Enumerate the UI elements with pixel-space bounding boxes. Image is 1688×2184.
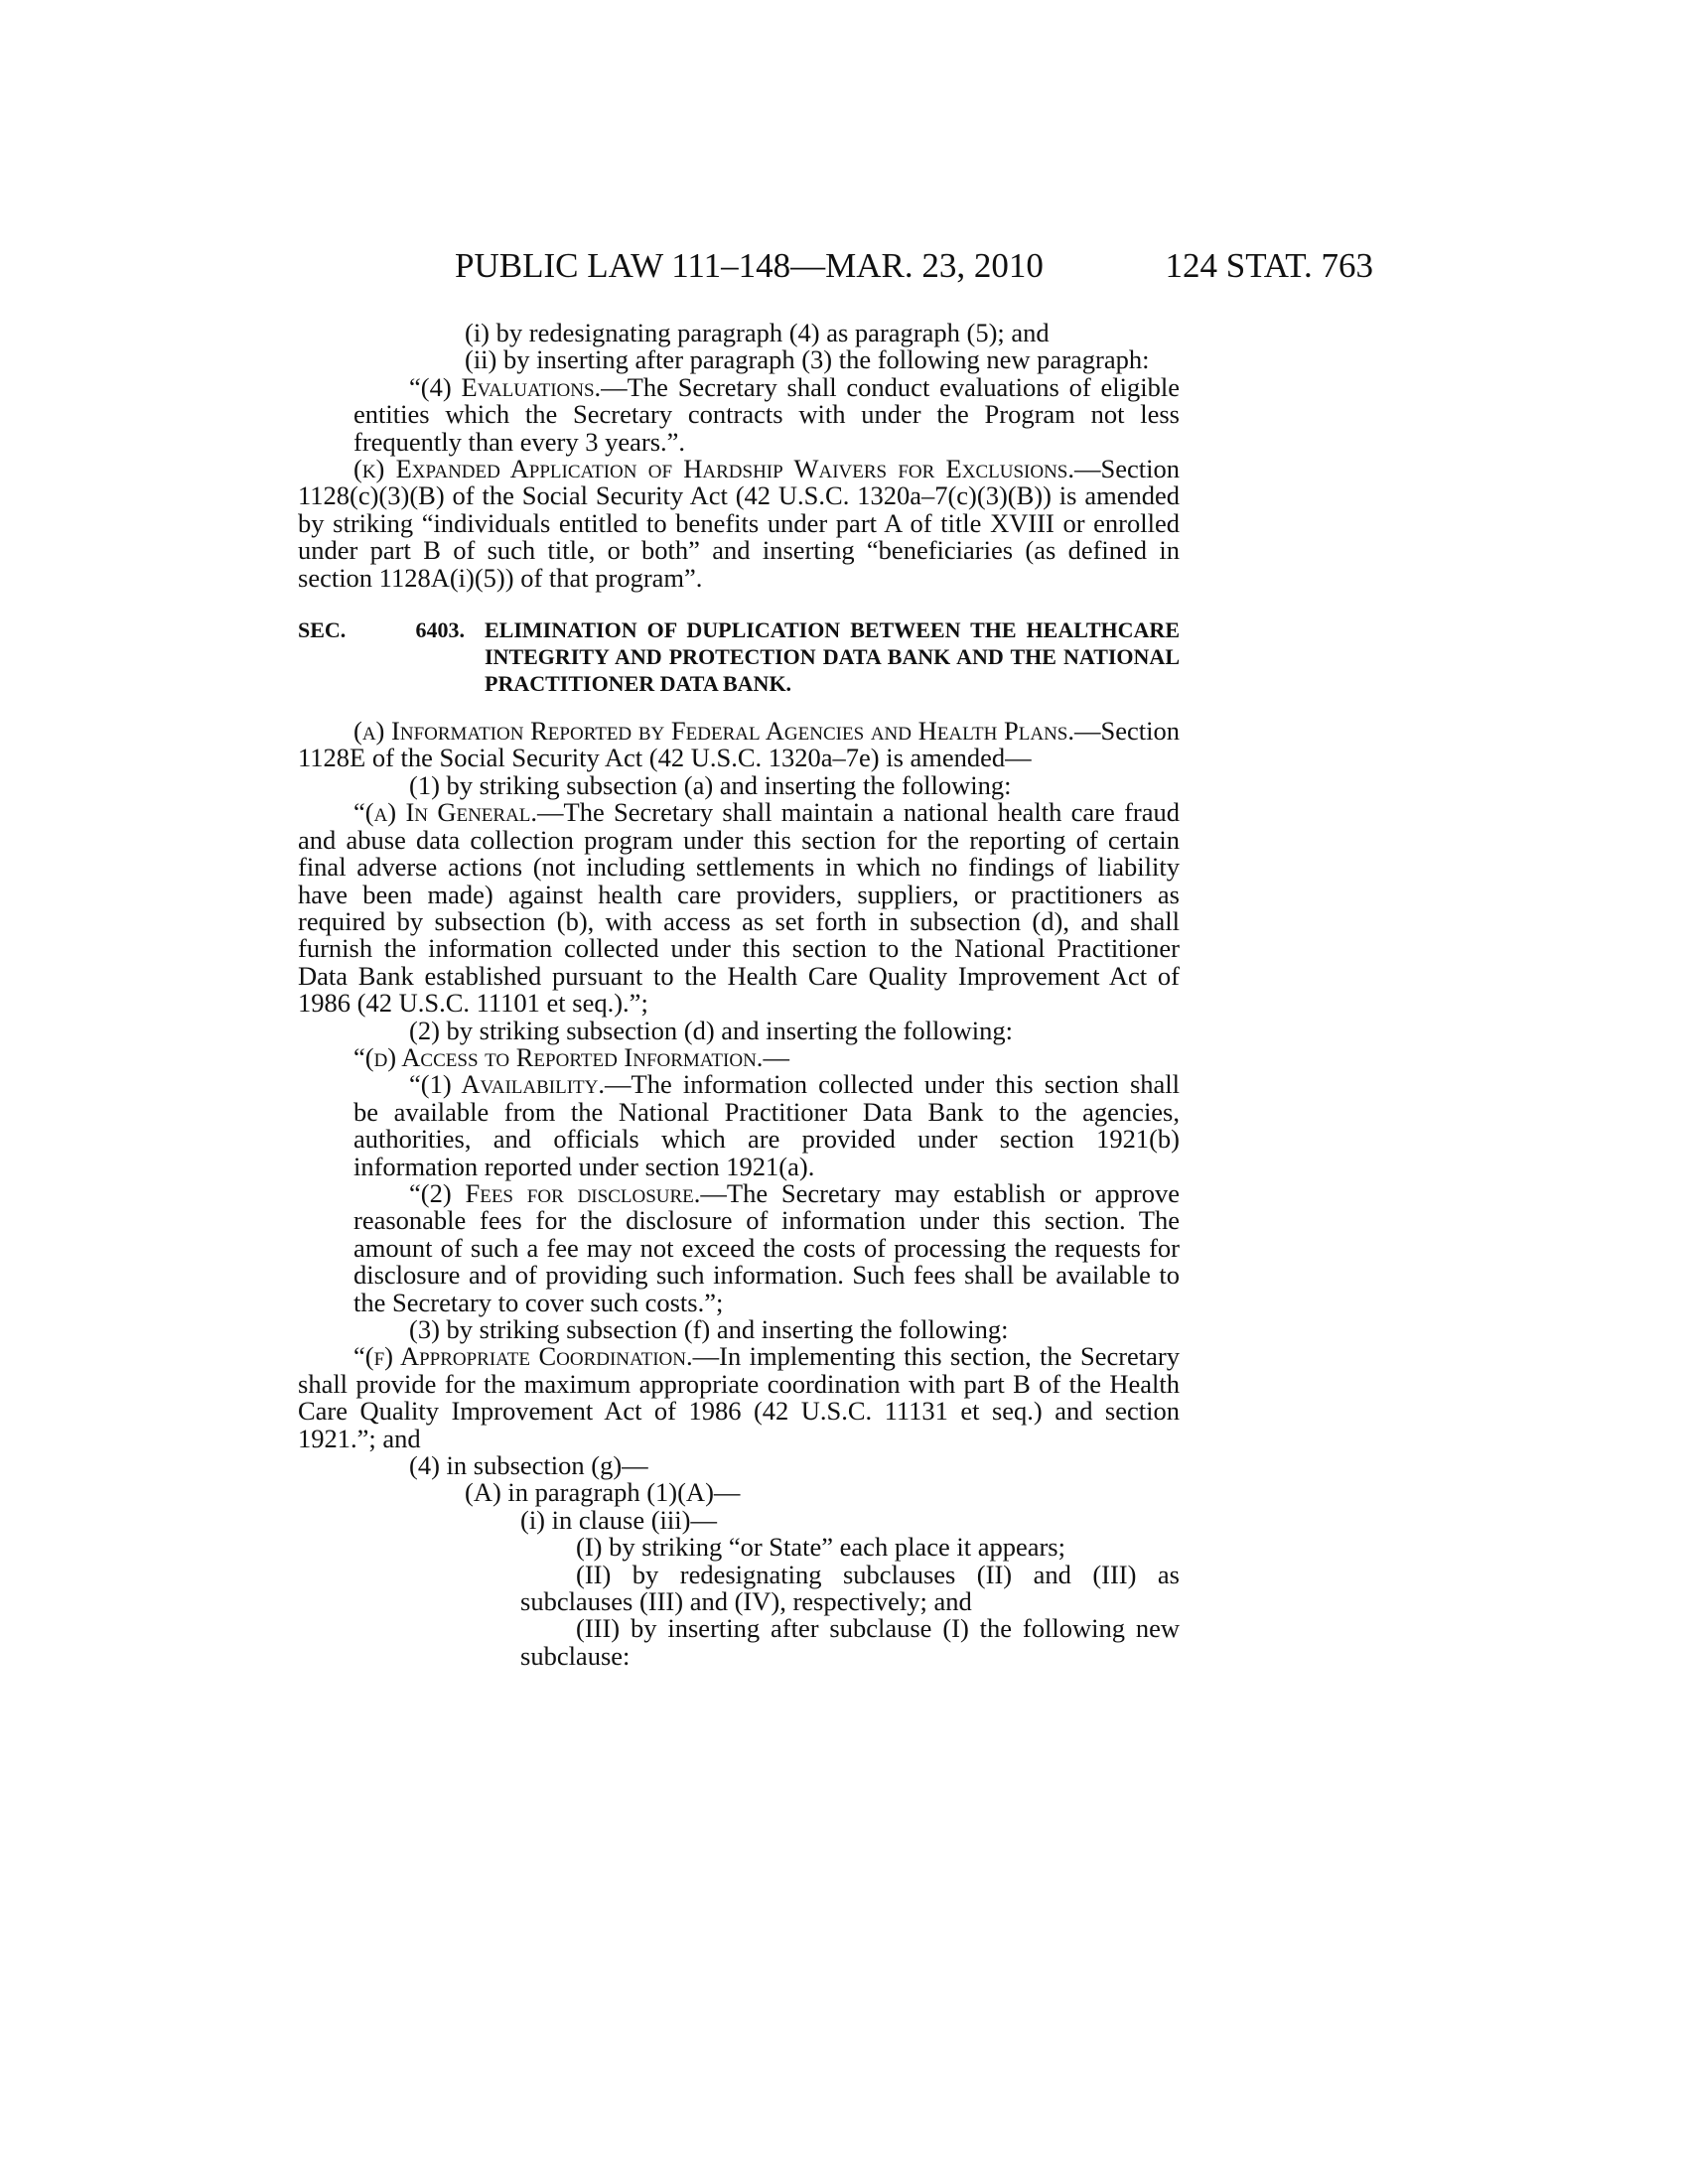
subsection-in-general (298, 799, 1180, 1017)
paragraph-4: (4) in subsection (g)— (409, 1450, 648, 1481)
access-heading: “(d) Access to Reported Information. (353, 1041, 764, 1072)
availability-text: —The information collected under this section shall be available from the National Practitioner Data Bank to the agencies, authorities, and officials which are provided under section 1921(b) information reported under section 1921(a). (353, 1069, 1181, 1181)
access-dash: — (763, 1041, 789, 1072)
evaluations-heading: “(4) Evaluations. (409, 371, 602, 402)
evaluations-text: —The Secretary shall conduct evaluations of eligible entities which the Secretary contracts with under the Program not less frequently than every 3 years.”. (353, 371, 1180, 457)
subclause-II: (II) by redesignating subclauses (II) and (III) as subclauses (III) and (IV), respectively; and (520, 1559, 1180, 1617)
paragraph-3: (3) by striking subsection (f) and inserting the following: (409, 1314, 1009, 1344)
section-label (298, 616, 485, 697)
paragraph-availability (298, 1071, 1180, 1180)
subsection-a-heading: (a) Information Reported by Federal Agencies and Health Plans. (353, 716, 1074, 747)
subsection-coordination (298, 1343, 1180, 1452)
in-general-text: —The Secretary shall maintain a national health care fraud and abuse data collection program under this section for the reporting of certain final adverse actions (not including settlements in which no findings of liability have been made) against health care providers, suppliers, or practitioners as required by subsection (b), with access as set forth in subsection (d), and shall furnish the information collected under this section to the National Practitioner Data Bank established pursuant to the Health Care Quality Improvement Act of 1986 (42 U.S.C. 11101 et seq.).”; (298, 797, 1180, 1019)
subsection-k-heading: (k) Expanded Application of Hardship Waivers for Exclusions. (353, 454, 1074, 484)
running-header-title: PUBLIC LAW 111–148—MAR. 23, 2010 (455, 246, 1044, 285)
document-body (298, 320, 1180, 1670)
coordination-heading: “(f) Appropriate Coordination. (353, 1341, 693, 1372)
in-general-heading: “(a) In General. (353, 797, 538, 828)
paragraph-evaluations (298, 371, 1180, 457)
fees-heading: “(2) Fees for disclosure. (409, 1177, 701, 1208)
statute-page-number: 124 STAT. 763 (1165, 246, 1373, 285)
subsection-k (298, 456, 1180, 592)
section-title: ELIMINATION OF DUPLICATION BETWEEN THE HEALTHCARE INTEGRITY AND PROTECTION DATA BANK AND THE NATIONAL PRACTITIONER DATA BANK. (485, 617, 1180, 697)
clause-i: (i) by redesignating paragraph (4) as paragraph (5); and (465, 318, 1050, 347)
subsection-k-text: —Section 1128(c)(3)(B) of the Social Security Act (42 U.S.C. 1320a–7(c)(3)(B)) is amended by striking “individuals entitled to benefits under part A of title XVIII or enrolled under part B of such title, or both” and inserting “beneficiaries (as defined in section 1128A(i)(5)) of that program”. (298, 454, 1180, 593)
clause-i-iii: (i) in clause (iii)— (520, 1504, 717, 1535)
fees-text: —The Secretary may establish or approve reasonable fees for the disclosure of information under this section. The amount of such a fee may not exceed the costs of processing the requests for disclosure and of providing such information. Such fees shall be available to the Secretary to cover such costs.”; (353, 1177, 1180, 1317)
section-label-text: SEC. (298, 617, 347, 643)
subparagraph-A: (A) in paragraph (1)(A)— (465, 1477, 741, 1508)
section-number: 6403. (415, 617, 465, 643)
subsection-a (298, 718, 1180, 772)
paragraph-2: (2) by striking subsection (d) and inserting the following: (409, 1015, 1013, 1045)
coordination-text: —In implementing this section, the Secretary shall provide for the maximum appropriate coordination with part B of the Health Care Quality Improvement Act of 1986 (42 U.S.C. 11131 et seq.) and section 1921.”; and (298, 1341, 1180, 1453)
section-heading (298, 616, 1180, 697)
paragraph-1: (1) by striking subsection (a) and inserting the following: (409, 769, 1012, 800)
availability-heading: “(1) Availability. (409, 1069, 606, 1100)
subclause-III: (III) by inserting after subclause (I) the following new subclause: (520, 1613, 1180, 1671)
subclause-I: (I) by striking “or State” each place it appears; (576, 1532, 1065, 1563)
subsection-access (298, 1041, 1180, 1072)
clause-ii: (ii) by inserting after paragraph (3) the following new paragraph: (465, 344, 1150, 375)
paragraph-fees (298, 1177, 1180, 1317)
subsection-a-text: —Section 1128E of the Social Security Act (42 U.S.C. 1320a–7e) is amended— (298, 716, 1180, 773)
